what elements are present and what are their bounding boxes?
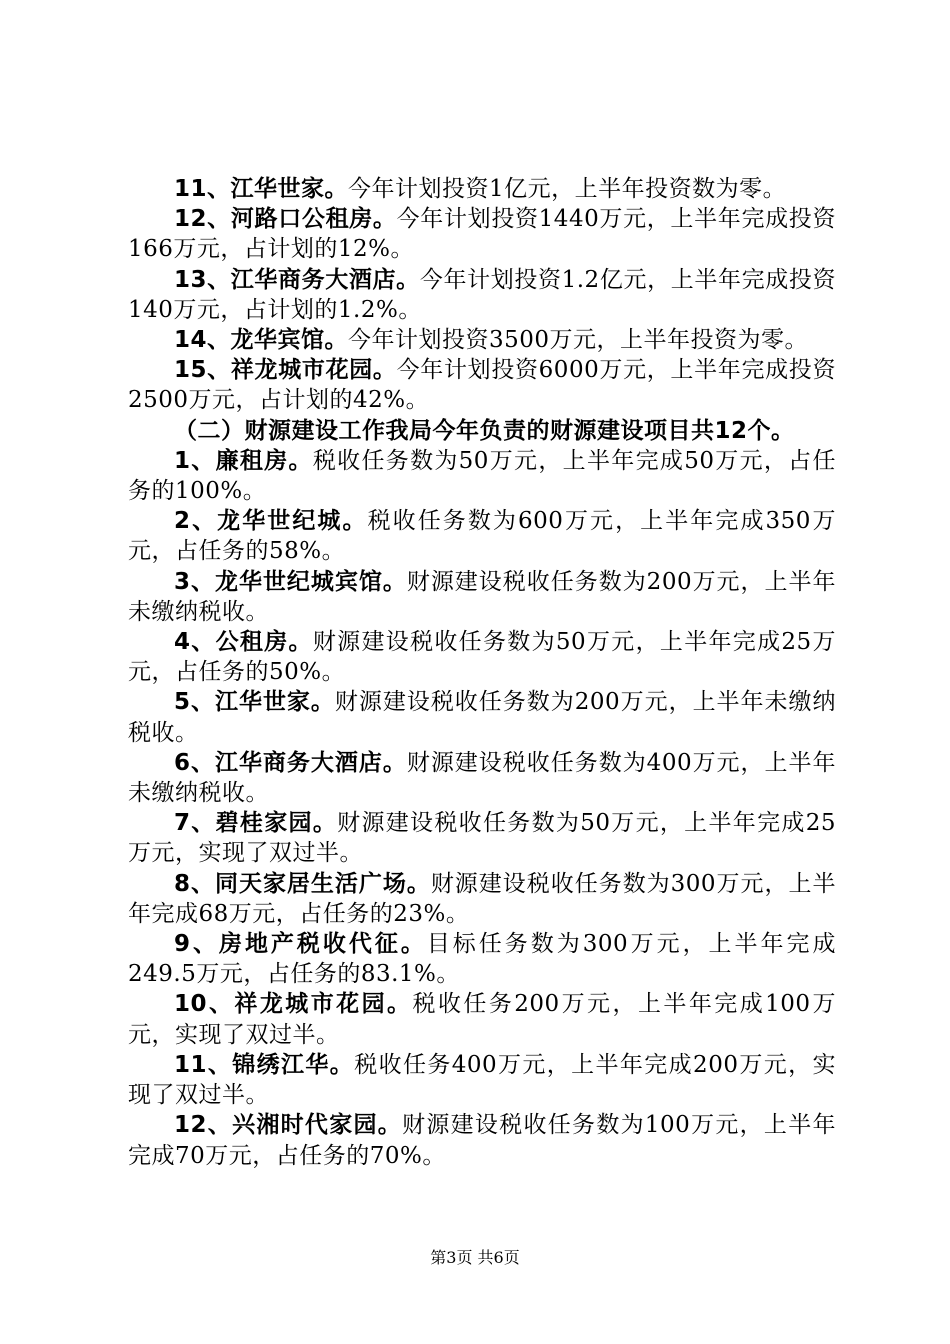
paragraph <box>128 265 836 325</box>
item-text: 财源建设税收任务数为300万元，上半年完成68万元，占任务的23%。 <box>128 870 836 927</box>
page-footer: 第3页 共6页 <box>430 1248 520 1267</box>
item-text: 今年计划投资3500万元，上半年投资为零。 <box>348 327 809 354</box>
paragraph <box>128 355 836 415</box>
paragraph <box>128 989 836 1049</box>
paragraph <box>128 1050 836 1110</box>
section-heading-paragraph <box>128 416 836 446</box>
item-text: 税收任务数为50万元，上半年完成50万元，占任务的100%。 <box>128 447 836 505</box>
paragraph <box>128 627 836 687</box>
item-heading: 7、碧桂家园。 <box>174 810 338 837</box>
item-heading: 14、龙华宾馆。 <box>174 327 349 354</box>
paragraph <box>128 325 836 355</box>
item-heading: 13、江华商务大酒店。 <box>174 266 420 293</box>
document-body <box>128 174 836 1171</box>
paragraph <box>128 567 836 627</box>
paragraph <box>128 929 836 989</box>
item-heading: 6、江华商务大酒店。 <box>174 749 407 776</box>
item-text: 财源建设税收任务数为50万元，上半年完成25万元，占任务的50%。 <box>128 629 836 686</box>
item-heading: 4、公租房。 <box>174 629 313 656</box>
item-text: 财源建设税收任务数为100万元，上半年完成70万元，占任务的70%。 <box>128 1112 836 1169</box>
item-text: 税收任务400万元，上半年完成200万元，实现了双过半。 <box>128 1051 836 1109</box>
item-heading: 15、祥龙城市花园。 <box>174 357 397 384</box>
item-heading: 11、锦绣江华。 <box>174 1051 355 1078</box>
item-text: 财源建设税收任务数为200万元，上半年未缴纳税收。 <box>128 568 836 625</box>
item-text: 财源建设税收任务数为50万元，上半年完成25万元，实现了双过半。 <box>128 810 836 867</box>
paragraph <box>128 748 836 808</box>
paragraph <box>128 204 836 264</box>
paragraph <box>128 869 836 929</box>
item-heading: 1、廉租房。 <box>174 447 313 474</box>
paragraph <box>128 808 836 868</box>
item-heading: 2、龙华世纪城。 <box>174 508 368 535</box>
item-text: 财源建设税收任务数为400万元，上半年未缴纳税收。 <box>128 749 836 807</box>
item-heading: 3、龙华世纪城宾馆。 <box>174 568 407 595</box>
item-text: 税收任务数为600万元，上半年完成350万元，占任务的58%。 <box>128 508 836 565</box>
item-heading: 8、同天家居生活广场。 <box>174 870 431 897</box>
item-heading: 11、江华世家。 <box>174 176 349 202</box>
section-heading: （二）财源建设工作我局今年负责的财源建设项目共12个。 <box>174 417 795 444</box>
paragraph <box>128 687 836 747</box>
paragraph <box>128 506 836 566</box>
item-text: 税收任务200万元，上半年完成100万元，实现了双过半。 <box>128 991 836 1048</box>
paragraph <box>128 446 836 506</box>
item-text: 目标任务数为300万元，上半年完成249.5万元，占任务的83.1%。 <box>128 931 836 988</box>
item-heading: 12、河路口公租房。 <box>174 206 397 233</box>
item-heading: 12、兴湘时代家园。 <box>174 1112 403 1139</box>
paragraph <box>128 1110 836 1170</box>
item-text: 今年计划投资1.2亿元，上半年完成投资140万元，占计划的1.2%。 <box>128 266 837 323</box>
item-text: 财源建设税收任务数为200万元，上半年未缴纳税收。 <box>128 689 836 746</box>
item-heading: 10、祥龙城市花园。 <box>174 991 413 1018</box>
item-heading: 9、房地产税收代征。 <box>174 931 427 958</box>
item-text: 今年计划投资1亿元，上半年投资数为零。 <box>348 176 787 202</box>
item-text: 今年计划投资1440万元，上半年完成投资166万元，占计划的12%。 <box>128 206 836 263</box>
paragraph <box>128 174 836 204</box>
item-heading: 5、江华世家。 <box>174 689 335 716</box>
item-text: 今年计划投资6000万元，上半年完成投资2500万元，占计划的42%。 <box>128 357 836 414</box>
